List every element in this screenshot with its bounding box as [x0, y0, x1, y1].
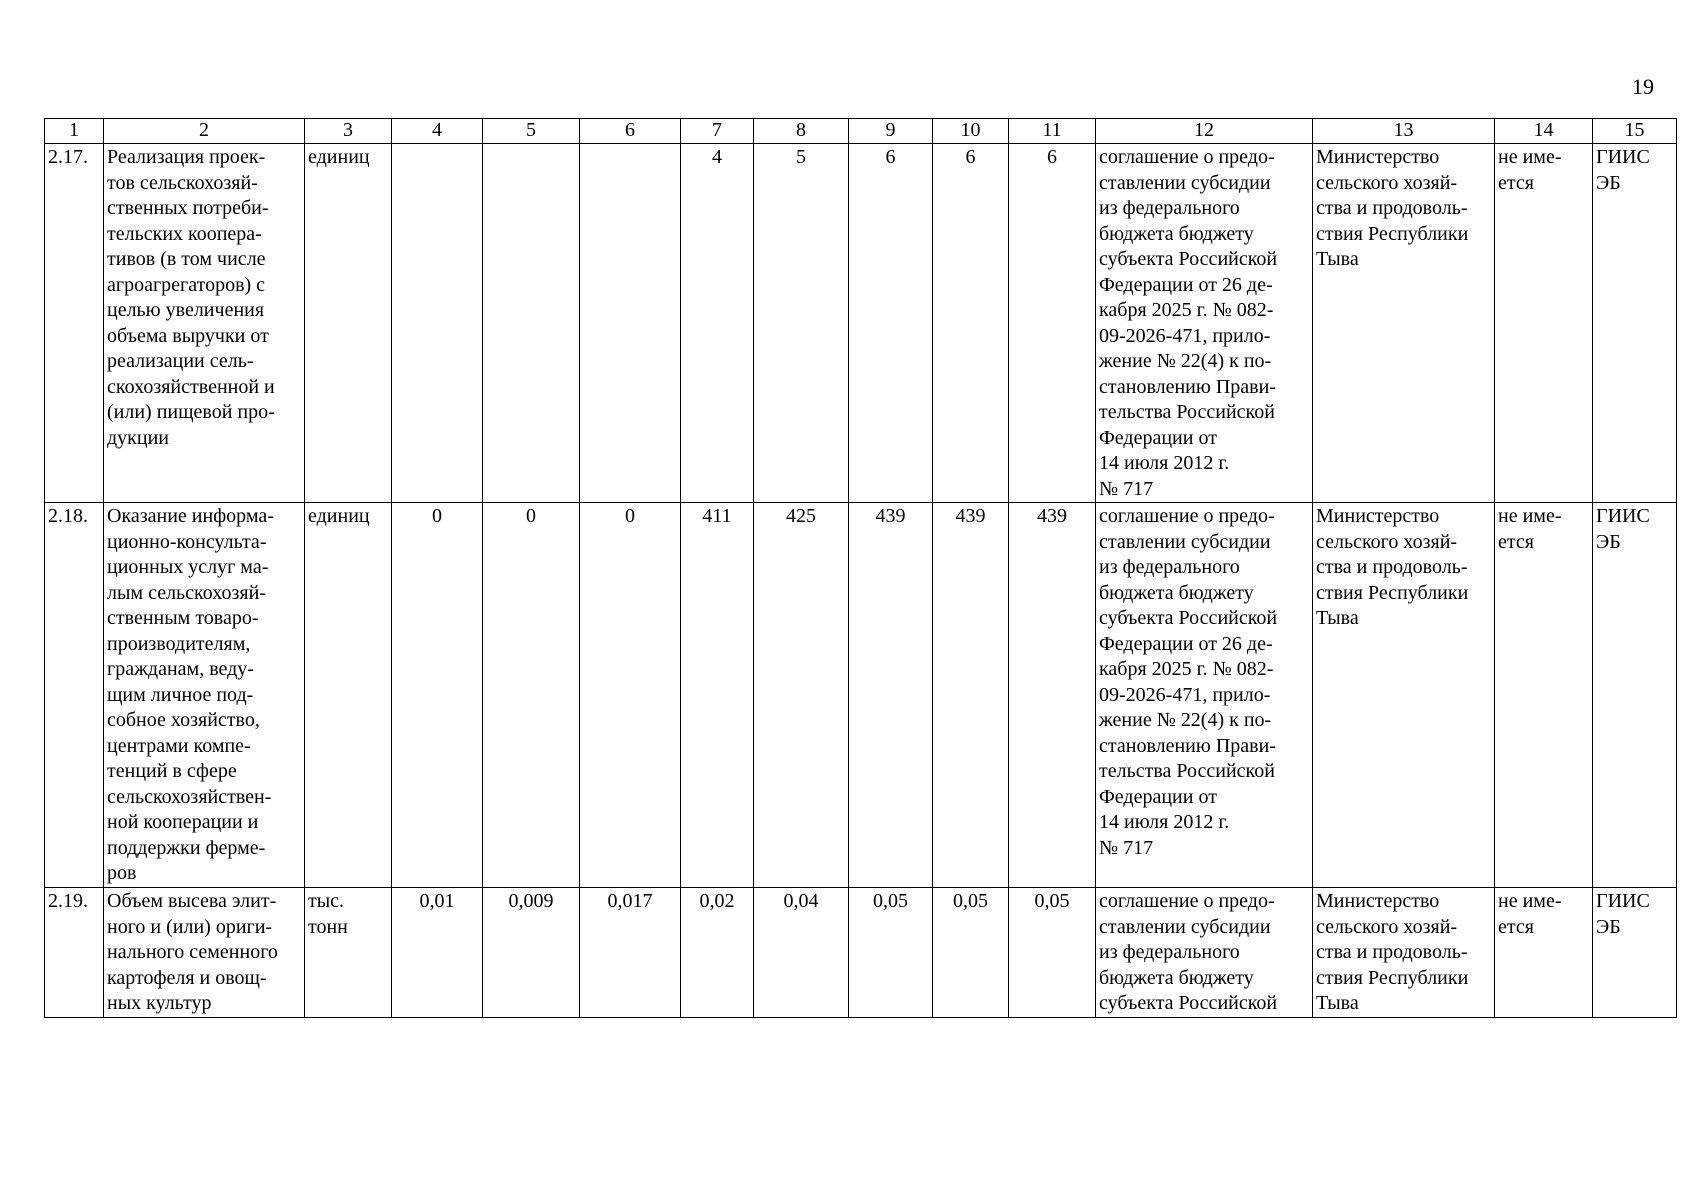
value-cell: 0 [392, 503, 483, 888]
value-cell: 0,05 [849, 888, 933, 1018]
column-header: 4 [392, 119, 483, 144]
value-cell: 4 [681, 144, 754, 503]
availability-cell: не име- ется [1495, 144, 1593, 503]
value-cell: 0,04 [754, 888, 849, 1018]
page-number: 19 [1632, 74, 1654, 99]
column-header: 3 [305, 119, 392, 144]
column-header: 2 [104, 119, 305, 144]
indicator-name-cell: Оказание информа- ционно-консульта- ционных услуг ма- лым сельскохозяй- ственным товаро- производителям, гражданам, веду- щим личное под- собное хозяйство, центрами компе- тенций в сфере сельскохозяйствен- ной кооперации и поддержки ферме- ров [104, 503, 305, 888]
value-cell: 0 [580, 503, 681, 888]
column-header: 14 [1495, 119, 1593, 144]
value-cell [392, 144, 483, 503]
value-cell: 5 [754, 144, 849, 503]
responsible-agency-cell: Министерство сельского хозяй- ства и продоволь- ствия Республики Тыва [1313, 144, 1495, 503]
row-number-cell: 2.18. [45, 503, 104, 888]
info-system-cell: ГИИС ЭБ [1593, 144, 1677, 503]
column-header: 11 [1009, 119, 1096, 144]
header-row [45, 119, 1677, 144]
table-row [45, 144, 1677, 503]
column-header: 12 [1096, 119, 1313, 144]
availability-cell: не име- ется [1495, 888, 1593, 1018]
value-cell: 439 [933, 503, 1009, 888]
column-header: 9 [849, 119, 933, 144]
document-basis-cell: соглашение о предо- ставлении субсидии из федерального бюджета бюджету субъекта Российской Федерации от 26 де- кабря 2025 г. № 082- 09-2026-471, прило- жение № 22(4) к по- становлению Прави- тельства Российской Федерации от 14 июля 2012 г. № 717 [1096, 503, 1313, 888]
value-cell: 0,01 [392, 888, 483, 1018]
indicators-table [44, 118, 1677, 1018]
value-cell: 439 [849, 503, 933, 888]
row-number-cell: 2.17. [45, 144, 104, 503]
value-cell [580, 144, 681, 503]
value-cell: 425 [754, 503, 849, 888]
document-basis-cell: соглашение о предо- ставлении субсидии из федерального бюджета бюджету субъекта Российской [1096, 888, 1313, 1018]
column-header: 7 [681, 119, 754, 144]
value-cell: 0,05 [933, 888, 1009, 1018]
value-cell: 6 [1009, 144, 1096, 503]
column-header: 13 [1313, 119, 1495, 144]
column-header: 6 [580, 119, 681, 144]
document-basis-cell: соглашение о предо- ставлении субсидии из федерального бюджета бюджету субъекта Российской Федерации от 26 де- кабря 2025 г. № 082- 09-2026-471, прило- жение № 22(4) к по- становлению Прави- тельства Российской Федерации от 14 июля 2012 г. № 717 [1096, 144, 1313, 503]
info-system-cell: ГИИС ЭБ [1593, 888, 1677, 1018]
unit-cell: единиц [305, 503, 392, 888]
table-row [45, 503, 1677, 888]
row-number-cell: 2.19. [45, 888, 104, 1018]
table-row [45, 888, 1677, 1018]
value-cell: 411 [681, 503, 754, 888]
value-cell: 0,017 [580, 888, 681, 1018]
column-header: 15 [1593, 119, 1677, 144]
value-cell: 0,05 [1009, 888, 1096, 1018]
column-header: 1 [45, 119, 104, 144]
unit-cell: единиц [305, 144, 392, 503]
value-cell: 0 [483, 503, 580, 888]
indicator-name-cell: Реализация проек- тов сельскохозяй- ственных потреби- тельских коопера- тивов (в том числе агроагрегаторов) с целью увеличения объема выручки от реализации сель- скохозяйственной и (или) пищевой про- дукции [104, 144, 305, 503]
value-cell: 439 [1009, 503, 1096, 888]
responsible-agency-cell: Министерство сельского хозяй- ства и продоволь- ствия Республики Тыва [1313, 888, 1495, 1018]
value-cell: 0,02 [681, 888, 754, 1018]
value-cell [483, 144, 580, 503]
info-system-cell: ГИИС ЭБ [1593, 503, 1677, 888]
column-header: 5 [483, 119, 580, 144]
responsible-agency-cell: Министерство сельского хозяй- ства и продоволь- ствия Республики Тыва [1313, 503, 1495, 888]
availability-cell: не име- ется [1495, 503, 1593, 888]
unit-cell: тыс. тонн [305, 888, 392, 1018]
column-header: 10 [933, 119, 1009, 144]
value-cell: 0,009 [483, 888, 580, 1018]
value-cell: 6 [933, 144, 1009, 503]
value-cell: 6 [849, 144, 933, 503]
indicator-name-cell: Объем высева элит- ного и (или) ориги- нального семенного картофеля и овощ- ных культур [104, 888, 305, 1018]
column-header: 8 [754, 119, 849, 144]
